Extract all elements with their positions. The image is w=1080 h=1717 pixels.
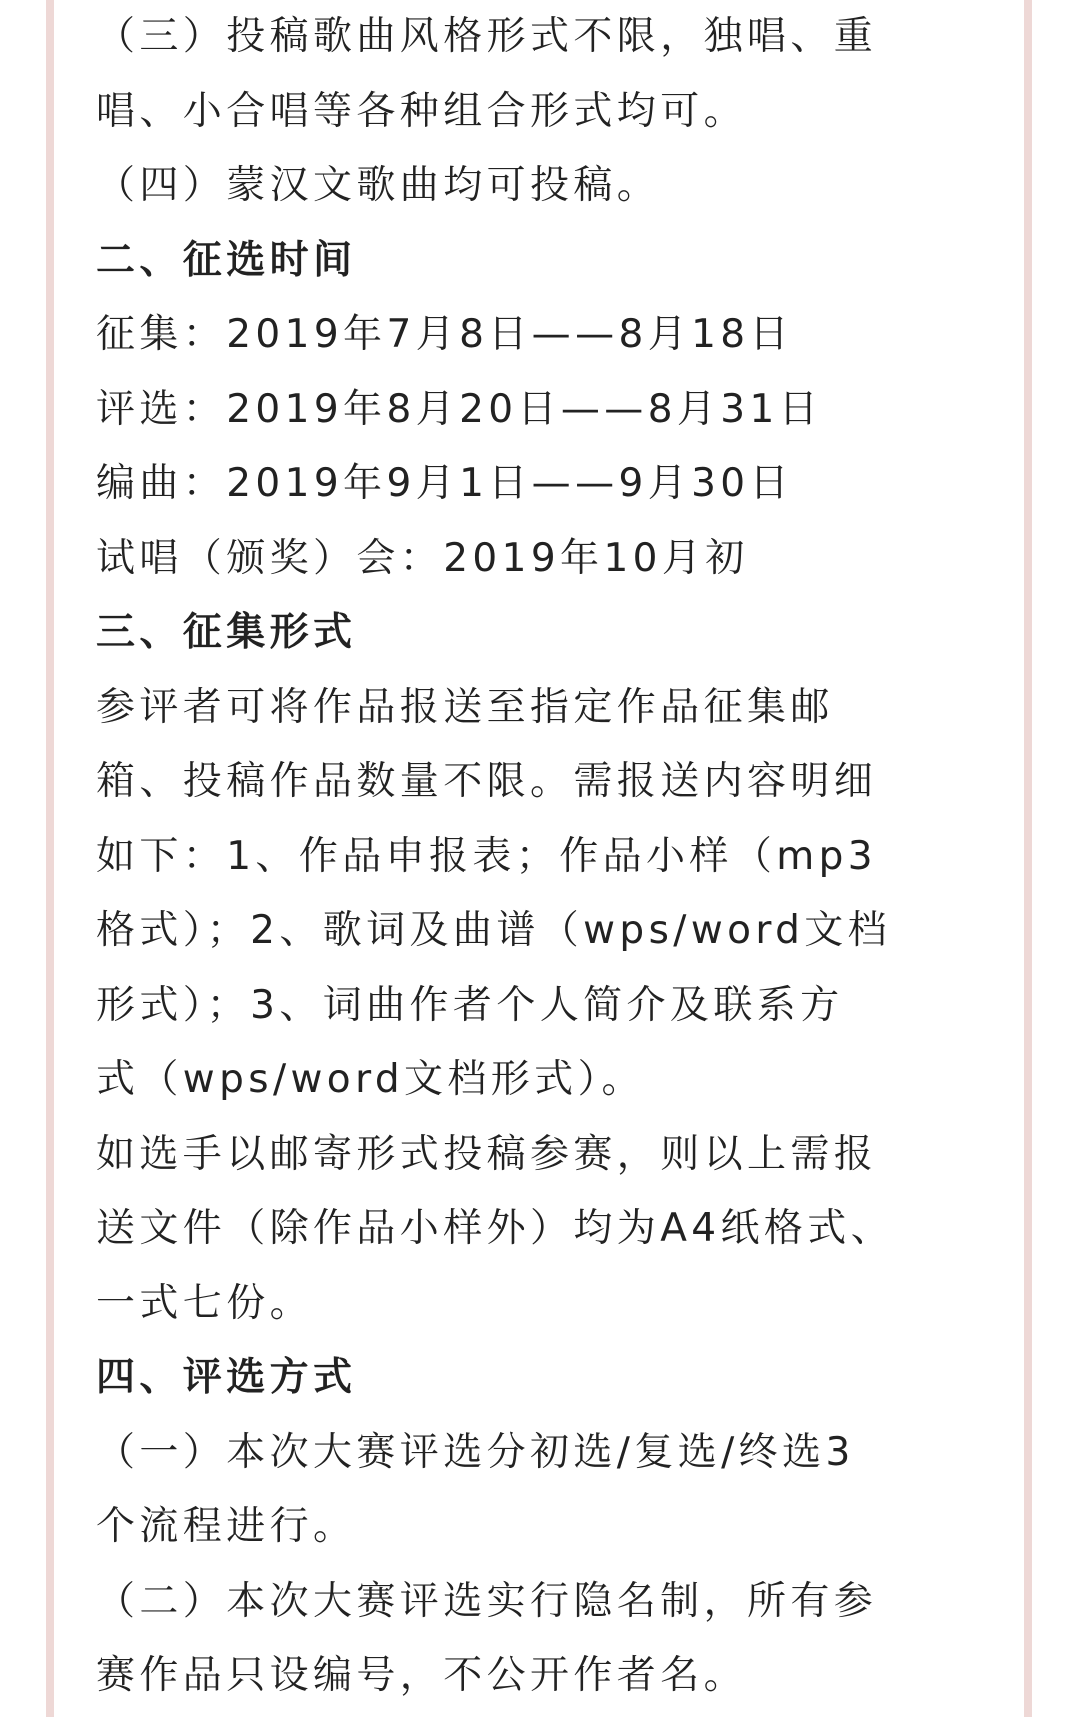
schedule-collection: 征集：2019年7月8日——8月18日 <box>96 312 793 357</box>
article-line: 形式）；3、词曲作者个人简介及联系方 <box>96 982 844 1028</box>
section-heading-collection-form: 三、征集形式 <box>96 610 357 655</box>
article-line: 唱、小合唱等各种组合形式均可。 <box>96 88 748 134</box>
right-border-decoration <box>1024 0 1032 1717</box>
article-line: 送文件（除作品小样外）均为A4纸格式、 <box>96 1206 895 1251</box>
section-heading-selection-time: 二、征选时间 <box>96 237 357 283</box>
article-line: 箱、投稿作品数量不限。需报送内容明细 <box>96 759 878 804</box>
article-line: （三）投稿歌曲风格形式不限，独唱、重 <box>96 14 878 59</box>
article-line: （一）本次大赛评选分初选/复选/终选3 <box>96 1429 855 1475</box>
article-line: 如下：1、作品申报表；作品小样（mp3 <box>96 833 877 879</box>
schedule-award-ceremony: 试唱（颁奖）会：2019年10月初 <box>96 535 749 581</box>
schedule-arrangement: 编曲：2019年9月1日——9月30日 <box>96 461 793 506</box>
article-line: 赛作品只设编号，不公开作者名。 <box>96 1653 748 1698</box>
article-line: 参评者可将作品报送至指定作品征集邮 <box>96 684 834 730</box>
article-line: （二）本次大赛评选实行隐名制，所有参 <box>96 1578 878 1624</box>
left-border-decoration <box>46 0 54 1717</box>
article-line: 式（wps/word文档形式）。 <box>96 1057 645 1102</box>
article-line: 一式七份。 <box>96 1280 314 1326</box>
article-line: 个流程进行。 <box>96 1504 357 1549</box>
article-body <box>96 0 980 1714</box>
schedule-evaluation: 评选：2019年8月20日——8月31日 <box>96 386 823 432</box>
article-line: （四）蒙汉文歌曲均可投稿。 <box>96 163 661 208</box>
article-line: 格式）；2、歌词及曲谱（wps/word文档 <box>96 908 892 953</box>
section-heading-evaluation-method: 四、评选方式 <box>96 1355 357 1400</box>
article-line: 如选手以邮寄形式投稿参赛，则以上需报 <box>96 1131 878 1177</box>
